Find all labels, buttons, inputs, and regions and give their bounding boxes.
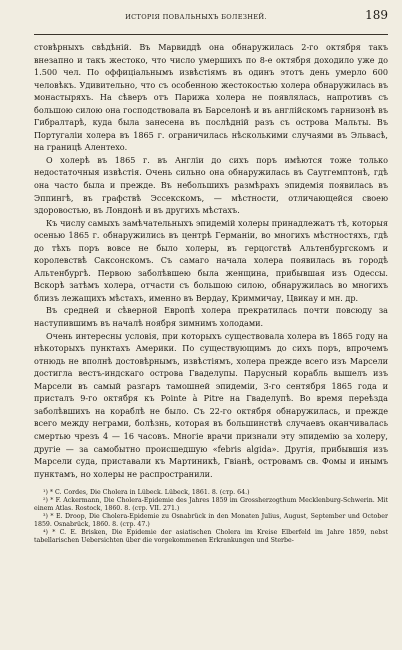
running-header xyxy=(34,8,388,35)
body-text xyxy=(34,41,388,480)
page-number: 189 xyxy=(365,8,388,22)
running-title: ИСТОРІЯ ПОВАЛЬНЫХЪ БОЛЕЗНЕЙ. xyxy=(125,13,267,21)
paragraph: Очень интересны условія, при которыхъ существовала холера въ 1865 году на нѣкоторыхъ пунктахъ Америки. По существующимъ до сихъ поръ, впрочемъ отнюдь не вполнѣ достовѣрнымъ, извѣстіямъ, холера прежде всего изъ Марсели достигла вестъ-индскаго острова Гваделупы. Парусный корабль вышелъ изъ Марсели въ самый разгаръ тамошней эпидеміи, 3-го сентября 1865 года и присталъ 9-го октября къ Pointe à Pitre на Гваделупѣ. Во время переѣзда заболѣвшихъ на кораблѣ не было. Съ 22-го октября обнаружилась, и прежде всего между неграми, болѣзнь, которая въ большинствѣ случаевъ оканчивалась смертью чрезъ 4 — 16 часовъ. Многіе врачи признали эту эпидемію за холеру, другіе — за самобытно происшедшую «febris algida». Другія, прибывшія изъ Марсели суда, приставали къ Мартиникѣ, Гвіанѣ, островамъ св. Фомы и инымъ пунктамъ, но холеры не распространили. xyxy=(34,330,388,479)
footnote: ³) * E. Droop, Die Cholera-Epidemie zu Osnabrück in den Monaten Julius, August, September und October 1859. Osnabrück, 1860. 8. (стр. 47.) xyxy=(34,512,388,528)
footnote: ¹) * C. Cordes, Die Cholera in Lübeck. Lübeck, 1861. 8. (стр. 64.) xyxy=(43,489,250,497)
footnote: ⁴) * C. E. Brisken, Die Epidemie der asiatischen Cholera im Kreise Elberfeld im Jahre 1859, nebst tabellarischen Uebersichten über die vorgekommenen Erkrankungen und Sterbe- xyxy=(34,528,388,544)
paragraph: стовѣрныхъ свѣдѣній. Въ Марвиддѣ она обнаружилась 2-го октября такъ внезапно и такъ жестоко, что число умершихъ по 8-е октября доходило уже до 1.500 чел. По оффиціальнымъ извѣстіямъ въ одинъ этотъ день умерло 600 человѣкъ. Удивительно, что съ особенною жестокостью холера обнаружилась въ монастыряхъ. На сѣверъ отъ Парижа холера не появлялась, напротивъ съ большою силою она господствовала въ Барселонѣ и въ англійскомъ гарнизонѣ въ Гибралтарѣ, куда была занесена въ послѣдній разъ съ острова Мальты. Въ Португаліи холера въ 1865 г. ограничилась нѣсколькими случаями въ Эльвасѣ, на границѣ Алентехо. xyxy=(34,42,388,153)
paragraph: Въ средней и сѣверной Европѣ холера прекратилась почти повсюду за наступившимъ въ началѣ ноября зимнимъ холодами. xyxy=(34,305,388,329)
footnotes xyxy=(34,489,388,544)
paragraph: Къ числу самыхъ замѣчательныхъ эпидемій холеры принадлежатъ тѣ, которыя осенью 1865 г. обнаружились въ центрѣ Германіи, во многихъ мѣстностяхъ, гдѣ до тѣхъ поръ вовсе не было холеры, въ герцогствѣ Альтенбургскомъ и королевствѣ Саксонскомъ. Съ самаго начала холера появилась въ городѣ Альтенбургѣ. Первою заболѣвшею была женщина, прибывшая изъ Одессы. Вскорѣ затѣмъ холера, отчасти съ большою силою, обнаружилась во многихъ близъ лежащихъ мѣстахъ, именно въ Вердау, Криммичау, Цвикау и мн. др. xyxy=(34,217,388,303)
footnote: ²) * F. Ackermann, Die Cholera-Epidemie des Jahres 1859 im Grossherzogthum Mecklenburg-Schwerin. Mit einem Atlas. Rostock, 1860. 8. (стр. VII. 271.) xyxy=(34,497,388,512)
paragraph: О холерѣ въ 1865 г. въ Англіи до сихъ поръ имѣются тоже только недостаточныя извѣстія. Очень сильно она обнаружилась въ Саутгемптонѣ, гдѣ она часто была и прежде. Въ небольшихъ размѣрахъ эпидемія появилась въ Эппингѣ, въ графствѣ Эссекскомъ, — мѣстности, отличающейся своею здоровостью, въ Лондонѣ и въ другихъ мѣстахъ. xyxy=(34,154,388,216)
